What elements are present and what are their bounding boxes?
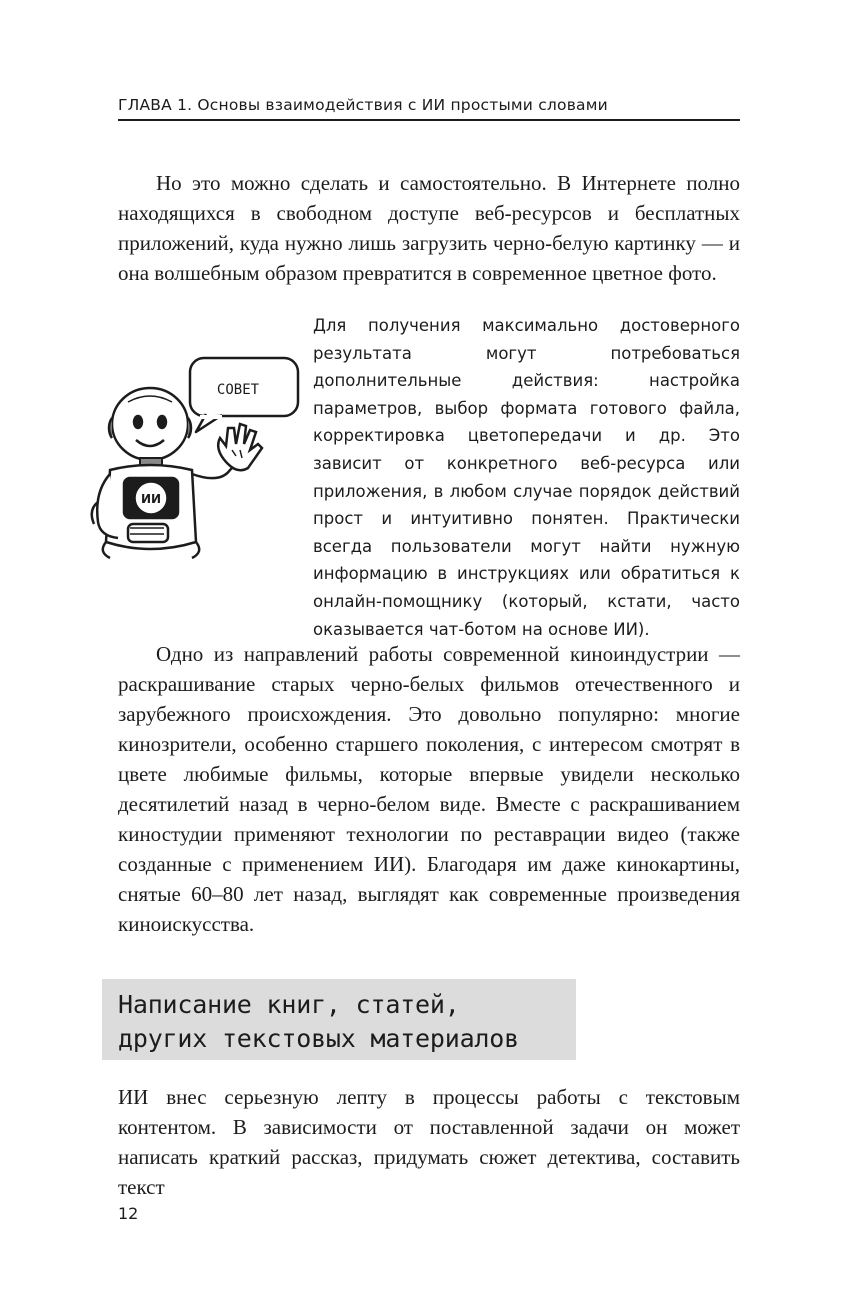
speech-bubble (190, 358, 298, 432)
robot-waving-hand (218, 424, 262, 470)
section-heading-line-2: других текстовых материалов (118, 1024, 519, 1053)
bubble-label: СОВЕТ (216, 382, 260, 398)
running-header: ГЛАВА 1. Основы взаимодействия с ИИ простыми словами (118, 96, 740, 121)
section-heading-line-1: Написание книг, статей, (118, 990, 460, 1019)
paragraph-text-content: ИИ внес серьезную лепту в процессы работы с текстовым контентом. В зависимости от поставленной задачи он может написать краткий рассказ, придумать сюжет детектива, составить текст (118, 1085, 740, 1199)
robot-head (109, 388, 191, 460)
tip-text: Для получения максимально достоверного результата могут потребоваться дополнительные действия: настройка параметров, выбор формата готового файла, корректировка цветопередачи и др. Это зависит от конкретного веб-ресурса или приложения, в любом случае порядок действий прост и интуитивно понятен. Практически всегда пользователи могут найти нужную информацию в инструкциях или обратиться к онлайн-помощнику (который, кстати, часто оказывается чат-ботом на основе ИИ). (313, 316, 740, 639)
paragraph-intro: Но это можно сделать и самостоятельно. В Интернете полно находящихся в свободном доступе веб-ресурсов и бесплатных приложений, куда нужно лишь загрузить черно-белую картинку — и она волшебным образом превратится в современное цветное фото. (118, 171, 740, 285)
paragraph-film-colorization: Одно из направлений работы современной киноиндустрии — раскрашивание старых черно-белых фильмов отечественного и зарубежного происхождения. Это довольно популярно: многие кинозрители, особенно старшего поколения, с интересом смотрят в цвете любимые фильмы, которые впервые увидели несколько десятилетий назад в черно-белом виде. Вместе с раскрашиванием киностудии применяют технологии по реставрации видео (также созданные с применением ИИ). Благодаря им даже кинокартины, снятые 60–80 лет назад, выглядят как современные произведения киноискусства. (118, 642, 740, 936)
robot-chest-label: ИИ (140, 492, 162, 506)
section-heading (118, 988, 578, 1056)
page-number: 12 (118, 1204, 139, 1223)
robot-body (92, 460, 240, 558)
robot-advisor-illustration (88, 352, 310, 562)
